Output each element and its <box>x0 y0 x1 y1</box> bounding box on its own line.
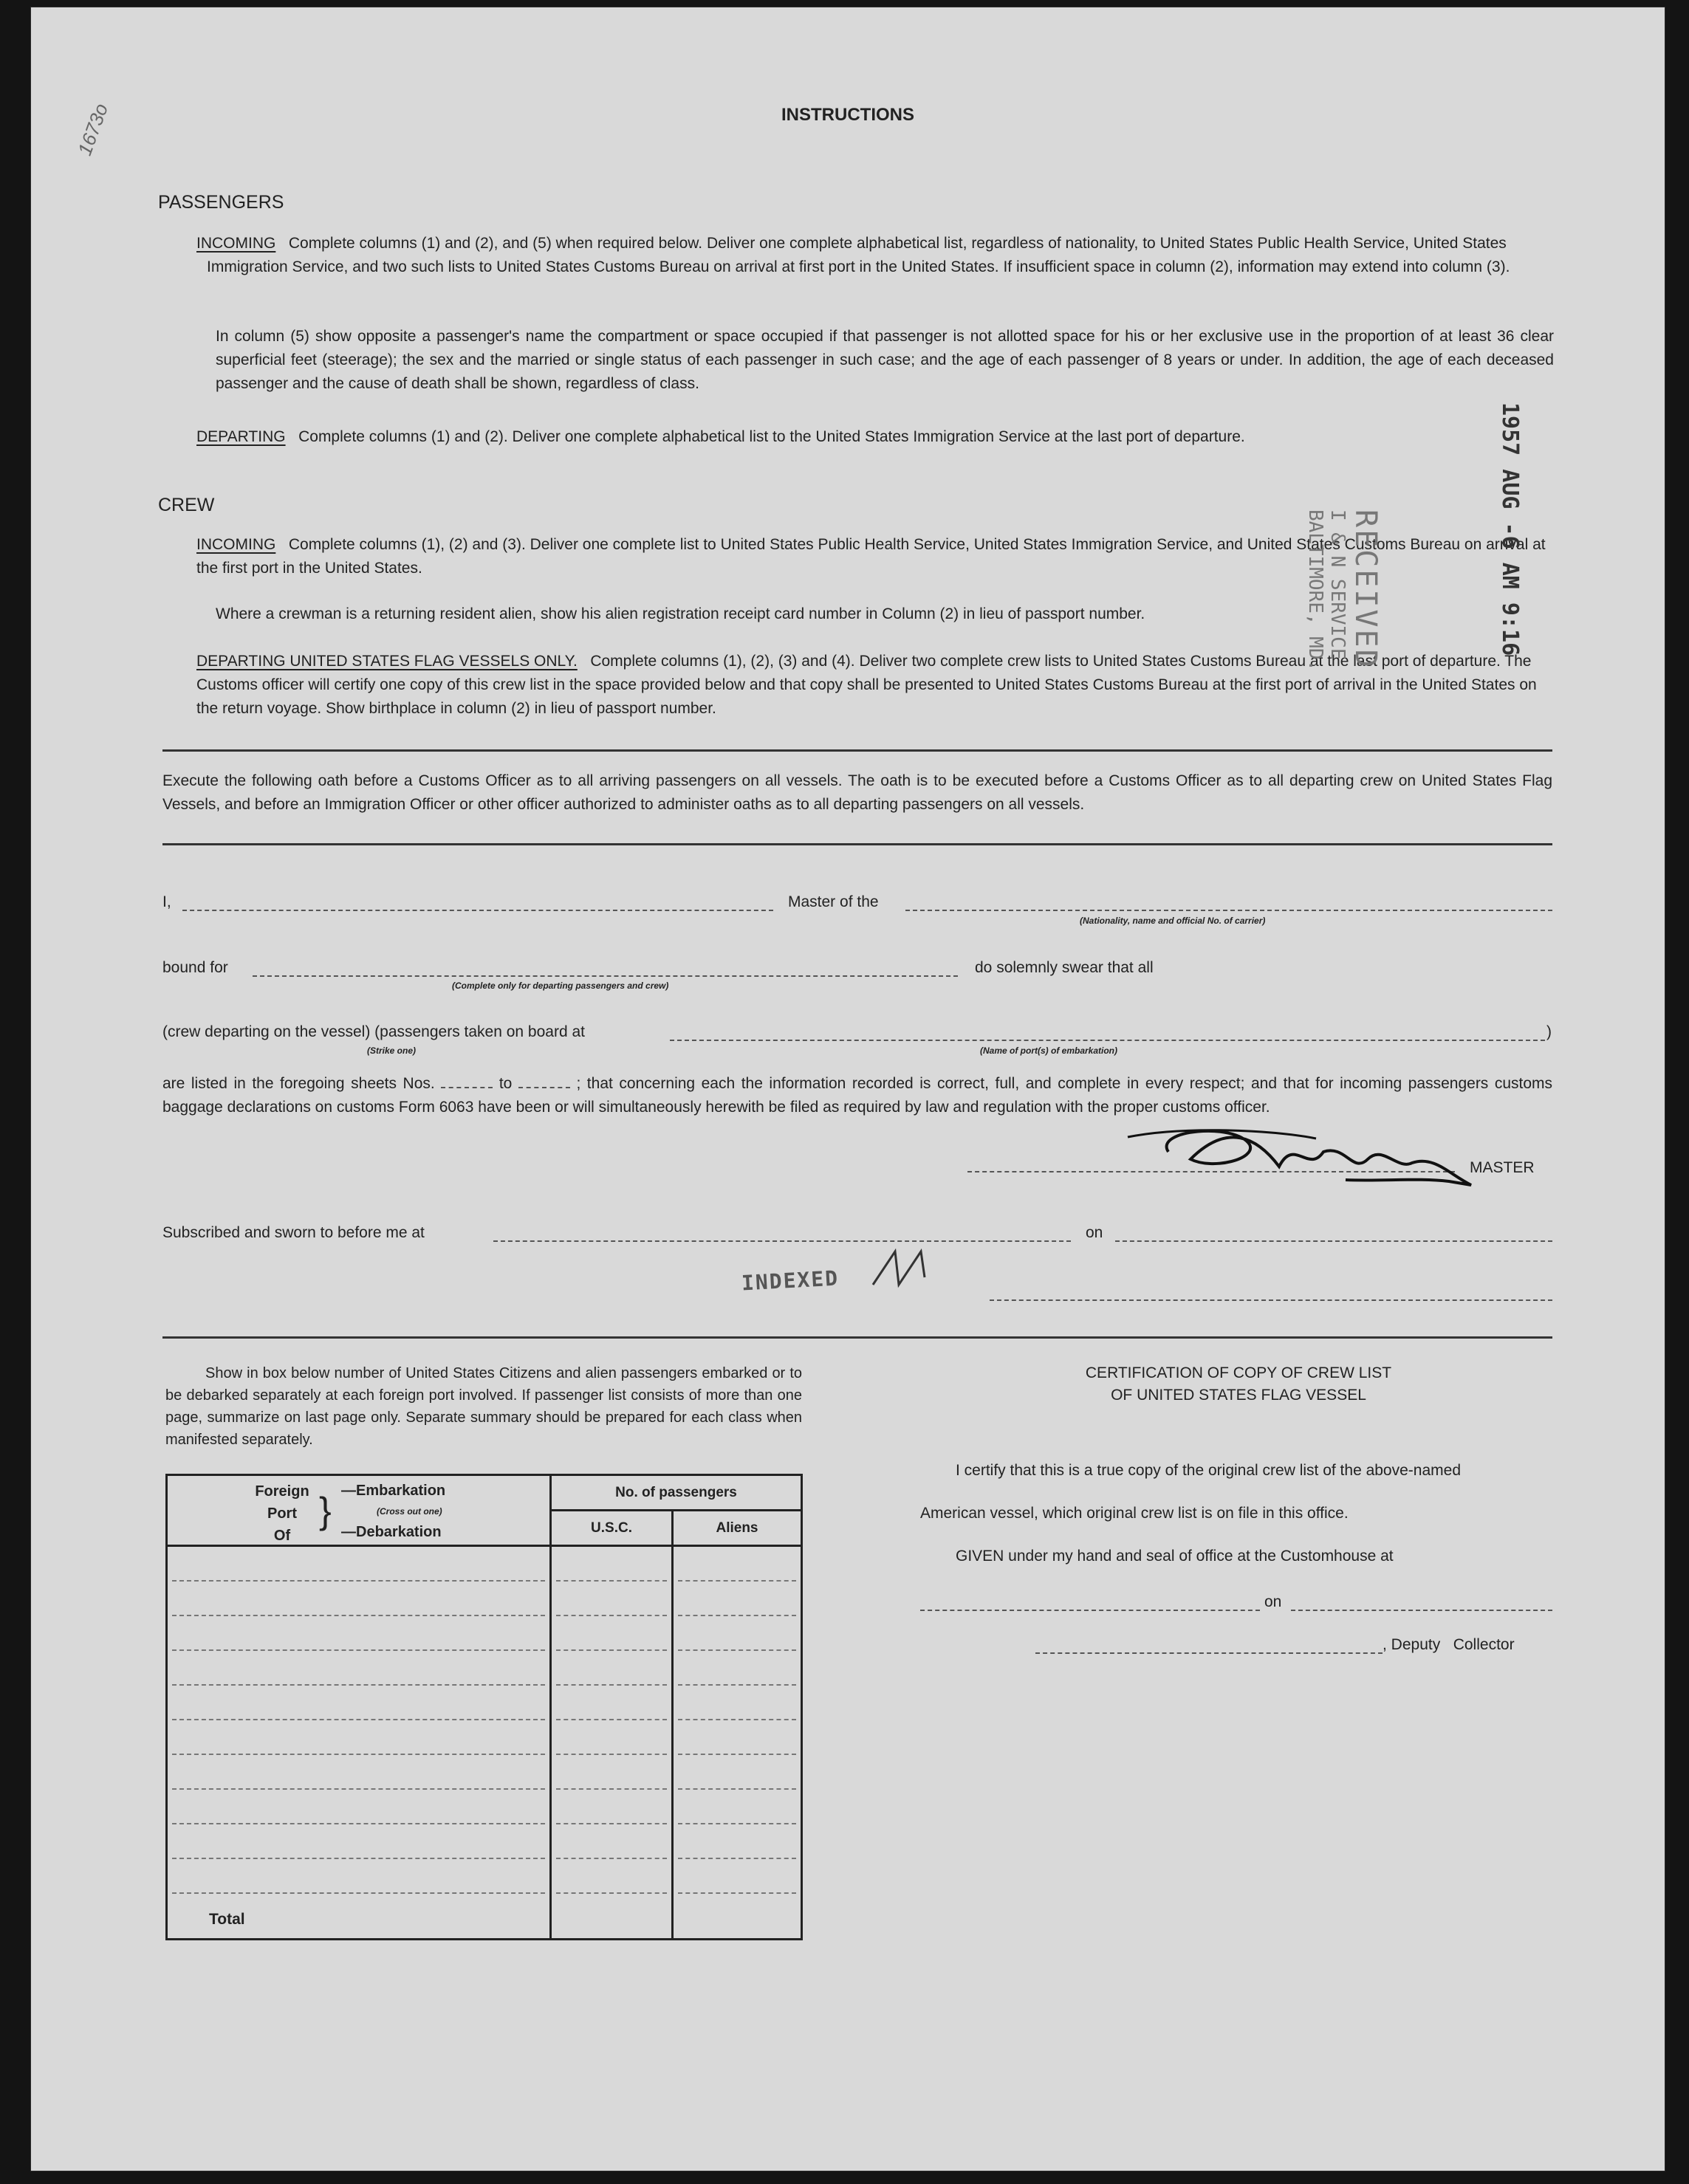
port-label: Port <box>267 1505 297 1522</box>
bound-caption: (Complete only for departing passengers and crew) <box>452 981 669 991</box>
indexed-stamp: INDEXED <box>741 1266 840 1296</box>
aliens-total-cell[interactable] <box>678 1894 796 1938</box>
port-header-cell: Foreign Port Of } —Embarkation (Cross out one) —Debarkation <box>167 1475 551 1546</box>
aliens-cell[interactable] <box>678 1790 796 1824</box>
usc-cell[interactable] <box>556 1616 667 1651</box>
port-row-1[interactable] <box>172 1547 545 1582</box>
passengers-incoming-label: INCOMING <box>196 235 276 252</box>
master-of-the-label: Master of the <box>788 893 879 910</box>
summary-instructions: Show in box below number of United States Citizens and alien passengers embarked or to be debarked separately at each foreign port involved. If passenger list consists of more than one page, summarize on last page only. Separate summary should be prepared for each class when manifested separately. <box>165 1365 802 1448</box>
usc-total-cell[interactable] <box>556 1894 667 1938</box>
port-row-3[interactable] <box>172 1616 545 1651</box>
american-vessel-text: American vessel, which original crew list is on file in this office. <box>920 1505 1349 1522</box>
passenger-summary-table <box>165 1474 803 1940</box>
usc-cell[interactable] <box>556 1790 667 1824</box>
port-row-8[interactable] <box>172 1790 545 1824</box>
foreign-label: Foreign <box>255 1483 309 1500</box>
subscribed-label: Subscribed and sworn to before me at <box>162 1224 425 1241</box>
aliens-column <box>673 1546 802 1940</box>
ports-caption: (Name of port(s) of embarkation) <box>980 1045 1118 1056</box>
divider <box>162 843 1552 845</box>
carrier-field[interactable] <box>905 910 1552 911</box>
usc-cell[interactable] <box>556 1547 667 1582</box>
received-stamp-date: 1957 AUG -6 AM 9:16 <box>1497 402 1523 656</box>
aliens-cell[interactable] <box>678 1616 796 1651</box>
crew-heading: CREW <box>158 495 215 515</box>
passengers-heading: PASSENGERS <box>158 192 284 213</box>
no-of-passengers-header: No. of passengers <box>551 1475 802 1511</box>
oath-intro: Execute the following oath before a Customs Officer as to all arriving passengers on all vessels. The oath is to be executed before a Customs Officer as to all departing crew on United States Flag Vessels, and before an Immigration Officer or other officer authorized to administer oaths as to all departing passengers on all vessels. <box>162 772 1552 813</box>
embarkation-option[interactable]: —Embarkation <box>341 1483 446 1499</box>
bound-for-label: bound for <box>162 959 228 976</box>
passengers-departing <box>196 425 1554 449</box>
certification-title-line2: OF UNITED STATES FLAG VESSEL <box>1111 1387 1366 1404</box>
customhouse-field[interactable] <box>920 1610 1260 1611</box>
strike-caption: (Strike one) <box>367 1045 417 1056</box>
port-row-9[interactable] <box>172 1824 545 1859</box>
crew-departing-label: DEPARTING UNITED STATES FLAG VESSELS ONLY. <box>196 653 578 670</box>
passengers-departing-label: DEPARTING <box>196 428 286 445</box>
page-title: INSTRUCTIONS <box>781 105 914 125</box>
usc-cell[interactable] <box>556 1755 667 1790</box>
usc-cell[interactable] <box>556 1720 667 1755</box>
certification-title-line1: CERTIFICATION OF COPY OF CREW LIST <box>1085 1364 1392 1381</box>
aliens-cell[interactable] <box>678 1582 796 1616</box>
cert-date-field[interactable] <box>1291 1610 1552 1611</box>
carrier-caption: (Nationality, name and official No. of carrier) <box>1080 916 1266 926</box>
crew-departing-text: (crew departing on the vessel) (passengers taken on board at <box>162 1023 585 1040</box>
port-row-5[interactable] <box>172 1686 545 1720</box>
sheet-from-field[interactable] <box>441 1087 493 1088</box>
aliens-cell[interactable] <box>678 1859 796 1894</box>
usc-header: U.S.C. <box>551 1511 673 1546</box>
bound-for-field[interactable] <box>253 975 958 977</box>
port-column <box>167 1546 551 1940</box>
deputy-collector-signature-field[interactable] <box>1035 1652 1383 1654</box>
divider <box>162 1336 1552 1339</box>
document-page <box>31 7 1665 2171</box>
aliens-cell[interactable] <box>678 1651 796 1686</box>
listed-to: to <box>499 1075 513 1092</box>
officer-signature-field[interactable] <box>990 1299 1552 1301</box>
received-stamp <box>1304 509 1383 775</box>
given-text: GIVEN under my hand and seal of office at the Customhouse at <box>956 1548 1394 1565</box>
cert-on-label: on <box>1264 1593 1282 1610</box>
margin-note: 1673o <box>73 100 113 159</box>
aliens-cell[interactable] <box>678 1547 796 1582</box>
usc-cell[interactable] <box>556 1686 667 1720</box>
cross-out-caption: (Cross out one) <box>377 1506 442 1517</box>
aliens-header: Aliens <box>673 1511 802 1546</box>
crew-incoming-label: INCOMING <box>196 536 276 553</box>
port-row-7[interactable] <box>172 1755 545 1790</box>
aliens-cell[interactable] <box>678 1824 796 1859</box>
passengers-column5-text: In column (5) show opposite a passenger's name the compartment or space occupied if that passenger is not allotted space for his or her exclusive use in the proportion of at least 36 clear superficial feet (steerage); the sex and the married or single status of each passenger in such case; and the age of each passenger of 8 years or under. In addition, the age of each deceased passenger and the cause of death shall be shown, regardless of class. <box>216 328 1554 392</box>
port-row-4[interactable] <box>172 1651 545 1686</box>
usc-column <box>551 1546 673 1940</box>
certification-title <box>917 1362 1560 1407</box>
passengers-incoming <box>196 232 1564 279</box>
master-signature <box>1124 1093 1501 1196</box>
close-paren: ) <box>1546 1023 1552 1040</box>
name-field[interactable] <box>182 910 773 911</box>
indexed-mark <box>866 1248 947 1292</box>
received-stamp-service: I & N SERVICE <box>1326 509 1349 660</box>
of-label: Of <box>273 1528 291 1544</box>
aliens-cell[interactable] <box>678 1720 796 1755</box>
sworn-date-field[interactable] <box>1115 1240 1552 1242</box>
port-row-2[interactable] <box>172 1582 545 1616</box>
debarkation-option[interactable]: —Debarkation <box>341 1524 442 1540</box>
master-label: MASTER <box>1470 1159 1535 1176</box>
usc-cell[interactable] <box>556 1582 667 1616</box>
deputy-collector-label: , Deputy Collector <box>1383 1636 1515 1653</box>
crew-incoming-text: Complete columns (1), (2) and (3). Deliver one complete list to United States Public Health Service, United States Immigration Service, and United States Customs Bureau on arrival at the first port in the United States. <box>196 536 1546 577</box>
usc-cell[interactable] <box>556 1824 667 1859</box>
received-stamp-city: BALTIMORE, MD. <box>1304 509 1326 672</box>
port-row-6[interactable] <box>172 1720 545 1755</box>
crew-resident-text: Where a crewman is a returning resident alien, show his alien registration receipt card number in Column (2) in lieu of passport number. <box>216 605 1145 622</box>
port-row-10[interactable] <box>172 1859 545 1894</box>
passengers-incoming-text: Complete columns (1) and (2), and (5) when required below. Deliver one complete alphabetical list, regardless of nationality, to United States Public Health Service, United States Immigration Service, and two such lists to United States Customs Bureau on arrival at first port in the United States. If insufficient space in column (2), information may extend into column (3). <box>207 235 1510 275</box>
embarkation-port-field[interactable] <box>670 1040 1545 1041</box>
sworn-on-label: on <box>1086 1224 1103 1241</box>
certify-text: I certify that this is a true copy of the original crew list of the above-named <box>956 1462 1461 1479</box>
sworn-at-field[interactable] <box>493 1240 1071 1242</box>
passengers-departing-text: Complete columns (1) and (2). Deliver one complete alphabetical list to the United States Immigration Service at the last port of departure. <box>298 428 1245 445</box>
oath-i: I, <box>162 893 171 910</box>
swear-text: do solemnly swear that all <box>975 959 1154 976</box>
listed-text-b: ; that concerning each the information recorded is correct, full, and complete in every respect; and that for incoming passengers customs baggage declarations on customs Form 6063 have been or will simultaneously herewith be filed as required by law and regulation with the proper customs officer. <box>162 1075 1553 1116</box>
usc-cell[interactable] <box>556 1651 667 1686</box>
aliens-cell[interactable] <box>678 1686 796 1720</box>
received-stamp-title: RECEIVED <box>1349 509 1383 670</box>
aliens-cell[interactable] <box>678 1755 796 1790</box>
sheet-to-field[interactable] <box>518 1087 570 1088</box>
total-label: Total <box>209 1911 245 1928</box>
crew-departing-text: Complete columns (1), (2), (3) and (4). Deliver two complete crew lists to United States Customs Bureau at the last port of departure. The Customs officer will certify one copy of this crew list in the space provided below and that copy shall be presented to United States Customs Bureau at the first port of arrival in the United States on the return voyage. Show birthplace in column (2) in lieu of passport number. <box>196 653 1537 717</box>
usc-cell[interactable] <box>556 1859 667 1894</box>
listed-text-a: are listed in the foregoing sheets Nos. <box>162 1075 435 1092</box>
